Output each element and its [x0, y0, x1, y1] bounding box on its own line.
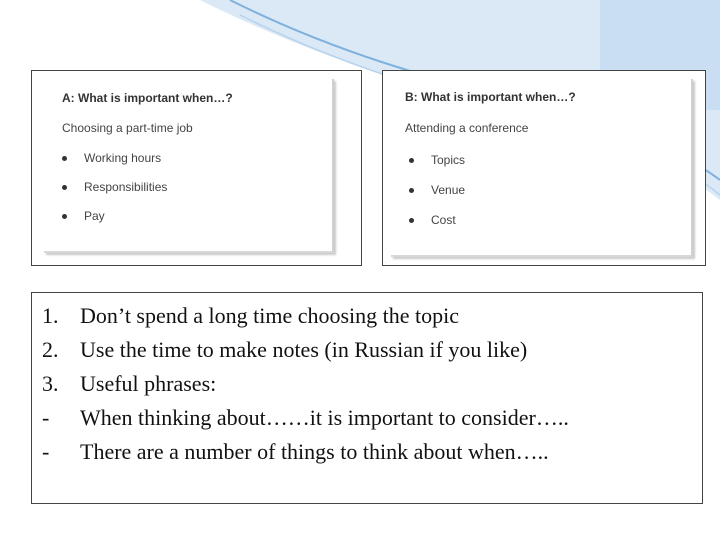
list-item: [409, 153, 465, 167]
list-item: [62, 180, 167, 194]
card-b-list: [409, 153, 465, 243]
bullet-icon: [62, 214, 67, 219]
card-a-subtitle: Choosing a part-time job: [62, 121, 193, 135]
card-b-scan: [382, 70, 706, 266]
bullet-icon: [62, 156, 67, 161]
card-a-item-label: Pay: [84, 209, 105, 223]
note-text: Use the time to make notes (in Russian if you like): [80, 337, 528, 362]
card-b-subtitle: Attending a conference: [405, 121, 529, 135]
list-marker: 3.: [42, 371, 59, 396]
card-a-item-label: Working hours: [84, 151, 162, 165]
note-text: When thinking about……it is important to consider…..: [80, 405, 569, 430]
list-marker: 2.: [42, 337, 59, 362]
card-a-heading: A: What is important when…?: [62, 91, 233, 105]
card-b-item-label: Topics: [431, 153, 466, 167]
card-a-scan: [31, 70, 362, 266]
note-text: There are a number of things to think about when…..: [80, 439, 549, 464]
notes-box: [31, 292, 703, 504]
card-a-item-label: Responsibilities: [84, 180, 168, 194]
list-marker: -: [42, 405, 50, 430]
bullet-icon: [409, 188, 414, 193]
list-item: [409, 213, 465, 227]
note-text: Don’t spend a long time choosing the topic: [80, 303, 460, 328]
bullet-icon: [409, 158, 414, 163]
list-marker: -: [42, 439, 50, 464]
list-marker: 1.: [42, 303, 59, 328]
bullet-icon: [409, 218, 414, 223]
card-a-list: [62, 151, 167, 238]
bullet-icon: [62, 185, 67, 190]
list-item: [62, 151, 167, 165]
card-b-item-label: Venue: [431, 183, 466, 197]
list-item: [62, 209, 167, 223]
card-b-paper: [391, 79, 693, 257]
card-a-paper: [44, 79, 334, 253]
list-item: [409, 183, 465, 197]
card-b-item-label: Cost: [431, 213, 456, 227]
note-text: Useful phrases:: [80, 371, 217, 396]
card-b-heading: B: What is important when…?: [405, 90, 576, 104]
